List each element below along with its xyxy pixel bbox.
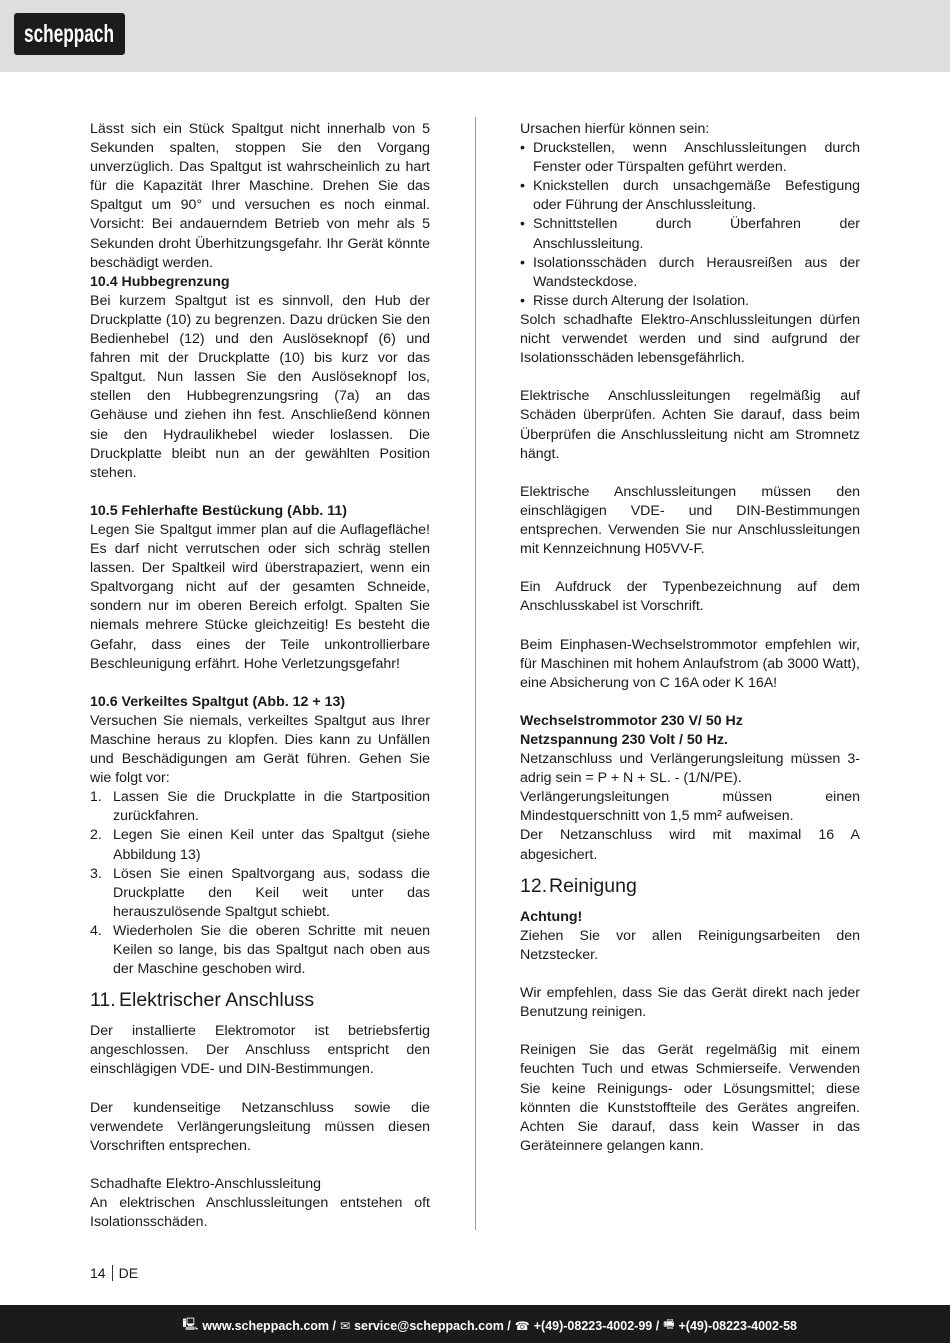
heading-spacer xyxy=(90,979,430,988)
paragraph-spacer xyxy=(520,693,860,712)
paragraph: Netzanschluss und Verlängerungsleitung müssen 3-adrig sein = P + N + SL. - (1/N/PE). xyxy=(520,751,860,787)
phone-icon: ☎ xyxy=(514,1318,530,1333)
paragraph: Legen Sie Spaltgut immer plan auf die Auflagefläche! Es darf nicht verrutschen oder sich schräg stellen lassen. Der Spaltkeil wird überstrapaziert, wenn ein Spaltvorgang nicht auf der gesamten Schneide, sondern nur im oberen Bereich erfolgt. Spalten Sie niemals mehrere Stücke gleichzeitig! Es besteht die Gefahr, dass eines der Teile unkontrollierbare Beschleunigung erfährt. Hohe Verletzungsgefahr! xyxy=(90,521,430,672)
paragraph: Der installierte Elektromotor ist betriebsfertig angeschlossen. Der Anschluss entspricht den einschlägigen VDE- und DIN-Bestimmungen. xyxy=(90,1023,430,1078)
left-column xyxy=(90,120,430,1232)
list-number: 2. xyxy=(90,827,102,844)
paragraph-spacer xyxy=(520,1022,860,1041)
bullet-marker: • xyxy=(520,178,525,195)
section-heading: Netzspannung 230 Volt / 50 Hz. xyxy=(520,732,728,748)
list-item-text: Lösen Sie einen Spaltvorgang aus, sodass die Druckplatte den Keil weit unter das herauszulösende Spaltgut schiebt. xyxy=(113,865,430,920)
list-number: 4. xyxy=(90,922,102,939)
paragraph-spacer xyxy=(520,464,860,483)
footer-separator xyxy=(112,1265,113,1281)
list-item-text: Schnittstellen durch Überfahren der Anschlussleitung. xyxy=(533,216,860,252)
page-footer xyxy=(90,1265,138,1281)
paragraph-spacer xyxy=(90,674,430,693)
paragraph-spacer xyxy=(90,483,430,502)
logo-text: scheppach xyxy=(24,20,114,49)
fax-icon: 🖷 xyxy=(663,1317,675,1331)
list-item xyxy=(90,922,430,979)
numbered-list xyxy=(90,788,430,979)
paragraph: Der Netzanschluss wird mit maximal 16 A abgesichert. xyxy=(520,827,860,863)
subheading-text: Ursachen hierfür können sein: xyxy=(520,121,710,137)
header-band xyxy=(0,0,950,72)
paragraph: Elektrische Anschlussleitungen müssen den einschlägigen VDE- und DIN-Bestimmungen entsprechen. Verwenden Sie nur Anschlussleitungen mit Kennzeichnung H05VV-F. xyxy=(520,483,860,558)
list-item xyxy=(90,865,430,922)
list-item xyxy=(520,292,860,311)
list-item xyxy=(520,139,860,177)
chapter-heading xyxy=(90,988,430,1012)
section-heading: Wechselstrommotor 230 V/ 50 Hz xyxy=(520,712,743,729)
list-item xyxy=(90,826,430,864)
section-heading: 10.4 Hubbegrenzung xyxy=(90,273,230,290)
logo-wordmark xyxy=(14,13,125,55)
subheading-text: Schadhafte Elektro-Anschlussleitung xyxy=(90,1175,322,1192)
list-number: 1. xyxy=(90,789,102,806)
paragraph: Wir empfehlen, dass Sie das Gerät direkt nach jeder Benutzung reinigen. xyxy=(520,985,860,1021)
section-heading: 10.6 Verkeiltes Spaltgut (Abb. 12 + 13) xyxy=(90,693,346,710)
paragraph: Ziehen Sie vor allen Reinigungsarbeiten den Netzstecker. xyxy=(520,927,860,963)
bullet-list xyxy=(520,139,860,311)
heading-spacer xyxy=(520,865,860,874)
heading-spacer xyxy=(520,898,860,908)
list-item xyxy=(520,254,860,292)
bullet-marker: • xyxy=(520,216,525,233)
chapter-number: 12. xyxy=(520,874,548,897)
paragraph-spacer xyxy=(520,616,860,635)
paragraph: Elektrische Anschlussleitungen regelmäßig auf Schäden überprüfen. Achten Sie darauf, dass beim Überprüfen die Anschlussleitung nicht am Stromnetz hängt. xyxy=(520,388,860,462)
column-divider xyxy=(475,117,476,1230)
contact-bar xyxy=(0,1305,950,1343)
paragraph-spacer xyxy=(520,559,860,578)
language-code: DE xyxy=(118,1265,139,1281)
right-column xyxy=(520,120,860,1156)
list-item xyxy=(90,788,430,826)
list-item xyxy=(520,177,860,215)
paragraph: Versuchen Sie niemals, verkeiltes Spaltgut aus Ihrer Maschine heraus zu klopfen. Dies kann zu Unfällen und Beschädigungen am Gerät führen. Gehen Sie wie folgt vor: xyxy=(90,712,430,787)
email-link[interactable]: service@scheppach.com / xyxy=(354,1318,511,1333)
website-link[interactable]: www.scheppach.com / xyxy=(202,1318,336,1333)
paragraph-spacer xyxy=(520,965,860,984)
bullet-marker: • xyxy=(520,292,525,309)
fax-number: +(49)-08223-4002-58 xyxy=(678,1318,797,1333)
chapter-title: Elektrischer Anschluss xyxy=(119,989,315,1012)
section-heading: Achtung! xyxy=(520,908,583,925)
bullet-marker: • xyxy=(520,254,525,271)
list-item-text: Isolationsschäden durch Herausreißen aus der Wandsteckdose. xyxy=(533,254,860,290)
paragraph-spacer xyxy=(90,1156,430,1175)
list-number: 3. xyxy=(90,865,102,882)
list-item-text: Knickstellen durch unsachgemäße Befestigung oder Führung der Anschlussleitung. xyxy=(533,178,860,214)
computer-icon: 🖳 xyxy=(182,1317,199,1331)
list-item-text: Risse durch Alterung der Isolation. xyxy=(533,292,750,309)
list-item xyxy=(520,215,860,253)
page-number: 14 xyxy=(90,1265,106,1281)
list-item-text: Wiederholen Sie die oberen Schritte mit neuen Keilen so lange, bis das Spaltgut nach oben aus der Maschine geschoben wird. xyxy=(113,922,430,978)
bullet-marker: • xyxy=(520,140,525,157)
list-item-text: Lassen Sie die Druckplatte in die Startposition zurückfahren. xyxy=(113,789,430,825)
contact-line xyxy=(182,1315,797,1336)
envelope-icon: ✉ xyxy=(340,1318,351,1333)
paragraph: Beim Einphasen-Wechselstrommotor empfehlen wir, für Maschinen mit hohem Anlaufstrom (ab 3000 Watt), eine Absicherung von C 16A oder K 16A! xyxy=(520,636,860,691)
scheppach-logo[interactable] xyxy=(14,13,125,55)
list-item-text: Druckstellen, wenn Anschlussleitungen durch Fenster oder Türspalten geführt werden. xyxy=(533,140,860,176)
paragraph: Reinigen Sie das Gerät regelmäßig mit einem feuchten Tuch und etwas Schmierseife. Verwenden Sie keine Reinigungs- oder Lösungsmittel; diese könnten die Kunststoffteile des Gerätes angreifen. Achten Sie darauf, dass kein Wasser in das Geräteinnere gelangen kann. xyxy=(520,1042,860,1154)
paragraph: Bei kurzem Spaltgut ist es sinnvoll, den Hub der Druckplatte (10) zu begrenzen. Dazu drücken Sie den Bedienhebel (12) und den Auslöseknopf (6) und fahren mit der Druckplatte (10) bis kurz vor das Spaltgut. Nun lassen Sie den Auslöseknopf los, stellen den Hubbegrenzungsring (7a) an das Gehäuse und ziehen ihn fest. Anschließend können sie den Hydraulikhebel wieder loslassen. Die Druckplatte bleibt nun an der gewählten Position stehen. xyxy=(90,292,430,481)
paragraph: Verlängerungsleitungen müssen einen Mindestquerschnitt von 1,5 mm² aufweisen. xyxy=(520,789,860,825)
paragraph: Lässt sich ein Stück Spaltgut nicht innerhalb von 5 Sekunden spalten, stoppen Sie den Vorgang unverzüglich. Das Spaltgut ist wahrscheinlich zu hart für die Kapazität Ihrer Maschine. Drehen Sie das Spaltgut um 90° und versuchen es noch einmal. Vorsicht: Bei andauerndem Betrieb von mehr als 5 Sekunden droht Überhitzungsgefahr. Ihr Gerät könnte beschädigt werden. xyxy=(90,121,430,271)
paragraph: Ein Aufdruck der Typenbezeichnung auf dem Anschlusskabel ist Vorschrift. xyxy=(520,579,860,615)
chapter-number: 11. xyxy=(90,989,116,1012)
chapter-heading xyxy=(520,874,860,898)
section-heading: 10.5 Fehlerhafte Bestückung (Abb. 11) xyxy=(90,502,348,519)
paragraph: Der kundenseitige Netzanschluss sowie die verwendete Verlängerungsleitung müssen diesen Vorschriften entsprechen. xyxy=(90,1099,430,1154)
paragraph: Solch schadhafte Elektro-Anschlussleitungen dürfen nicht verwendet werden und sind aufgrund der Isolationsschäden lebensgefährlich. xyxy=(520,311,860,367)
paragraph-spacer xyxy=(90,1080,430,1099)
heading-spacer xyxy=(90,1012,430,1022)
paragraph-spacer xyxy=(520,368,860,387)
chapter-title: Reinigung xyxy=(549,874,637,897)
phone-number: +(49)-08223-4002-99 / xyxy=(533,1318,660,1333)
paragraph: An elektrischen Anschlussleitungen entstehen oft Isolationsschäden. xyxy=(90,1195,430,1231)
list-item-text: Legen Sie einen Keil unter das Spaltgut (siehe Abbildung 13) xyxy=(113,827,430,863)
